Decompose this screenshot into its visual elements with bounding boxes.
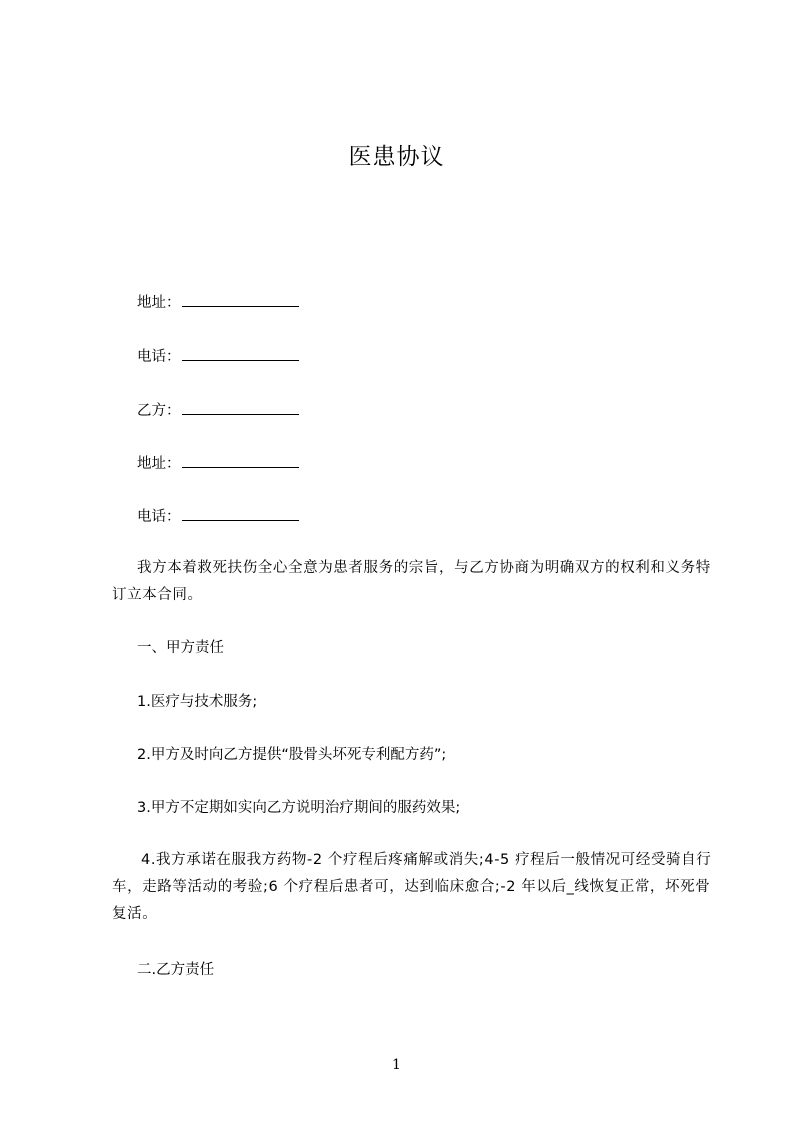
field-label: 电话： bbox=[137, 349, 181, 365]
party-a-item-4: 4.我方承诺在服我方药物-2 个疗程后疼痛解或消失;4-5 疗程后一般情况可经受骑自行车，走路等活动的考验;6 个疗程后患者可，达到临床愈合;-2 年以后_线恢复正常，坏死骨复活。 bbox=[112, 852, 712, 922]
party-a-address-field bbox=[137, 291, 299, 313]
fill-in-blank bbox=[182, 452, 299, 468]
intro-paragraph: 我方本着救死扶伤全心全意为患者服务的宗旨，与乙方协商为明确双方的权利和义务特订立本合同。 bbox=[112, 560, 711, 603]
section-heading-party-b: 二.乙方责任 bbox=[137, 962, 215, 978]
section-heading-party-a: 一、甲方责任 bbox=[137, 640, 224, 656]
party-b-address-field bbox=[137, 452, 299, 474]
fill-in-blank bbox=[182, 345, 299, 361]
party-a-item-1: 1.医疗与技术服务; bbox=[137, 694, 258, 710]
party-a-item-2: 2.甲方及时向乙方提供“股骨头坏死专利配方药”; bbox=[137, 747, 447, 763]
page-number: 1 bbox=[392, 1057, 401, 1073]
party-a-item-3: 3.甲方不定期如实向乙方说明治疗期间的服药效果; bbox=[137, 800, 461, 816]
party-b-field bbox=[137, 399, 299, 421]
fill-in-blank bbox=[182, 291, 299, 307]
field-label: 地址： bbox=[137, 456, 181, 472]
field-label: 乙方： bbox=[137, 403, 181, 419]
fill-in-blank bbox=[182, 399, 299, 415]
party-b-phone-field bbox=[137, 505, 299, 527]
field-label: 电话： bbox=[137, 509, 181, 525]
fill-in-blank bbox=[182, 505, 299, 521]
field-label: 地址： bbox=[137, 295, 181, 311]
party-a-phone-field bbox=[137, 345, 299, 367]
document-title: 医患协议 bbox=[348, 144, 445, 170]
